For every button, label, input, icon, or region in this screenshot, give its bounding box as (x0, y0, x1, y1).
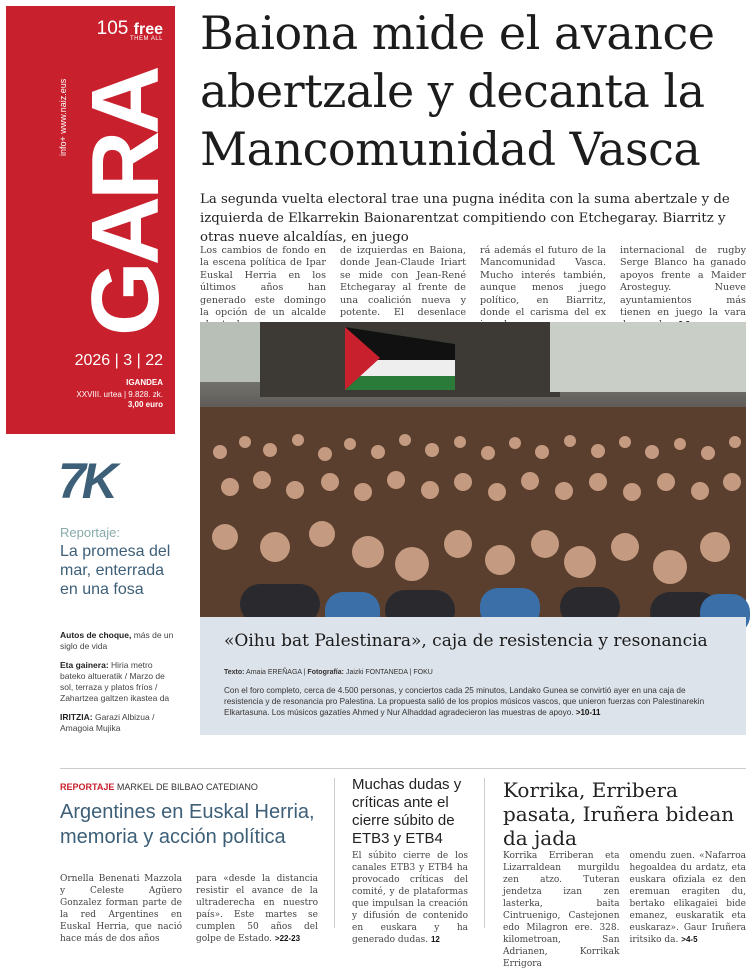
sidebar-items (60, 630, 180, 742)
sidebar-item[interactable] (60, 712, 180, 734)
bottom3-page-ref[interactable]: >4-5 (681, 935, 698, 944)
bottom2-body-text: El súbito cierre de los canales ETB3 y ETB4 ha provocado críticas del comité, y de plataformas que impulsan la creación y difusión de contenido en euskara y ha generado dudas. (352, 851, 468, 945)
bottom2-headline[interactable]: Muchas dudas y críticas ante el cierre súbito de ETB3 y ETB4 (352, 776, 462, 847)
lead-subhead: La segunda vuelta electoral trae una pugna inédita con la suma abertzale y de izquierda de Elkarrekin Baionarentzat compitiendo con Etchegaray. Biarritz y otras nueve alcaldías, en juego (200, 192, 730, 245)
sidebar-item-bold: Eta gainera: (60, 660, 109, 670)
lead-col-2: de izquierdas en Baiona, donde Jean-Claude Iriart se mide con Jean-René Etchegaray al frente de una coalición nueva y potente. El desenlace (340, 245, 466, 319)
bottom3-col-2 (630, 850, 747, 970)
7k-brand-logo: 7K (58, 453, 114, 509)
credit-text-label: Texto: (224, 669, 245, 676)
concert-crowd-photo (200, 322, 746, 617)
sidebar-item[interactable] (60, 630, 180, 652)
column-divider (484, 778, 485, 928)
masthead (6, 6, 179, 434)
photo-story-page-ref[interactable]: >10-11 (575, 708, 601, 717)
photo-story-body-text: Con el foro completo, cerca de 4.500 personas, y conciertos cada 25 minutos, Landako Gunea se convirtió ayer en una caja de resistencia y de resonancia pro Palestina. La propuesta salió de los propios músicos vascos, que unieron fuerzas con Palestinarekin Elkartasuna. Los músicos gazatíes Ahmed y Nur Alhaddad agradecieron las muestras de apoyo. (224, 686, 705, 717)
bottom1-kicker-section: REPORTAJE (60, 782, 115, 792)
bottom1-headline[interactable]: Argentines en Euskal Herria, memoria y acción política (60, 801, 315, 848)
bottom1-col-2 (196, 873, 318, 945)
bottom3-col-2-text: omendu zuen. «Nafarroa hegoaldea du ardatz, eta euskara ofiziala ez den eremuan eragiten du, bertako elikagaiei bide emanez, euskaratik eta euskaraz». Gaur Iruñera iritsiko da. (629, 851, 746, 945)
column-divider (334, 778, 335, 928)
gara-logo: GARA (72, 69, 179, 336)
credit-text-author: Amaia EREÑAGA (246, 669, 302, 676)
bottom3-headline[interactable]: Korrika, Erribera pasata, Iruñera bidean da jada (503, 778, 735, 850)
edition-weekday: IGANDEA (126, 378, 163, 387)
bottom1-kicker-author: MARKEL DE BILBAO CATEDIANO (116, 782, 258, 792)
sidebar-item-bold: IRITZIA: (60, 712, 93, 722)
bottom1-col-1: Ornella Benenati Mazzola y Celeste Agüero Gonzalez forman parte de la red Argentines en Euskal Herria, que nació hace más de dos años (60, 874, 182, 944)
sidebar-item-text: Garazi Albizua / Amagoia Mujika (60, 712, 155, 733)
bottom1-body (60, 873, 318, 945)
lead-body (200, 245, 746, 332)
concert-crowd-illustration (200, 322, 746, 617)
lead-headline[interactable]: Baiona mide el avance abertzale y decanta la Mancomunidad Vasca (200, 6, 715, 176)
sidebar-item-bold: Autos de choque, (60, 630, 132, 640)
bottom2-page-ref[interactable]: 12 (430, 935, 440, 944)
lead-col-4-text: internacional de rugby Serge Blanco ha ganado apoyos frente a Maider Arosteguy. Nueve ayuntamientos más tienen en juego la vara (620, 245, 746, 319)
edition-year-number: XXVIII. urtea | 9.828. zk. (76, 390, 163, 399)
bottom3-body (503, 850, 746, 970)
edition-price: 3,00 euro (127, 400, 163, 409)
photo-story-body (224, 685, 724, 718)
lead-col-4 (620, 245, 746, 332)
photo-caption-box (200, 617, 746, 735)
sidebar-feature-title[interactable]: La promesa del mar, enterrada en una fosa (60, 543, 171, 598)
credit-photo-author: Jaizki FONTANEDA | FOKU (345, 669, 433, 676)
issue-badge (97, 18, 163, 42)
sidebar-item-text: más de un siglo de vida (60, 630, 174, 651)
sidebar-section-label: Reportaje: (60, 525, 120, 540)
lead-col-1: Los cambios de fondo en la escena política de Ipar Euskal Herria en los últimos años han generado este domingo la opción de un alcalde (200, 245, 326, 319)
issue-number: 105 (96, 18, 129, 39)
bottom2-body (352, 850, 468, 946)
photo-story-title[interactable]: «Oihu bat Palestinara», caja de resistencia y resonancia (224, 631, 708, 651)
photo-story-credits (224, 669, 433, 676)
edition-date: 2026 | 3 | 22 (74, 352, 163, 369)
free-sub: THEM ALL (129, 36, 163, 42)
bottom3-col-1: Korrika Erriberan eta Lizarraldean murgildu zen atzo. Tuteran jendetza izan zen lasterka, baita Cintruenigo, Castejonen edo Milagron ere. 328. kilometroan, San Adrianen, Korrikak Errigora (503, 851, 620, 969)
site-url[interactable]: info+ www.naiz.eus (58, 78, 68, 156)
bottom1-page-ref[interactable]: >22-23 (274, 934, 301, 943)
sidebar-item[interactable] (60, 660, 180, 704)
bottom1-col-2-text: para «desde la distancia resistir el avance de la ultraderecha en nuestro país». Este martes se cumplen 50 años del golpe de Estado. (196, 874, 318, 944)
bottom1-kicker (60, 782, 258, 792)
section-divider (60, 768, 746, 769)
sidebar-item-text: Hiria metro bateko altueratik / Marzo de sol, terraza y platos fríos / Zahartzea galtzen ikastea da (60, 660, 170, 703)
lead-col-3: rá además el futuro de la Mancomunidad Vasca. Mucho interés también, aunque menos juego político, en Biarritz, donde el carisma del ex (480, 245, 606, 319)
credit-separator: | (303, 669, 306, 676)
credit-photo-label: Fotografía: (307, 669, 344, 676)
free-label: free (133, 21, 163, 38)
